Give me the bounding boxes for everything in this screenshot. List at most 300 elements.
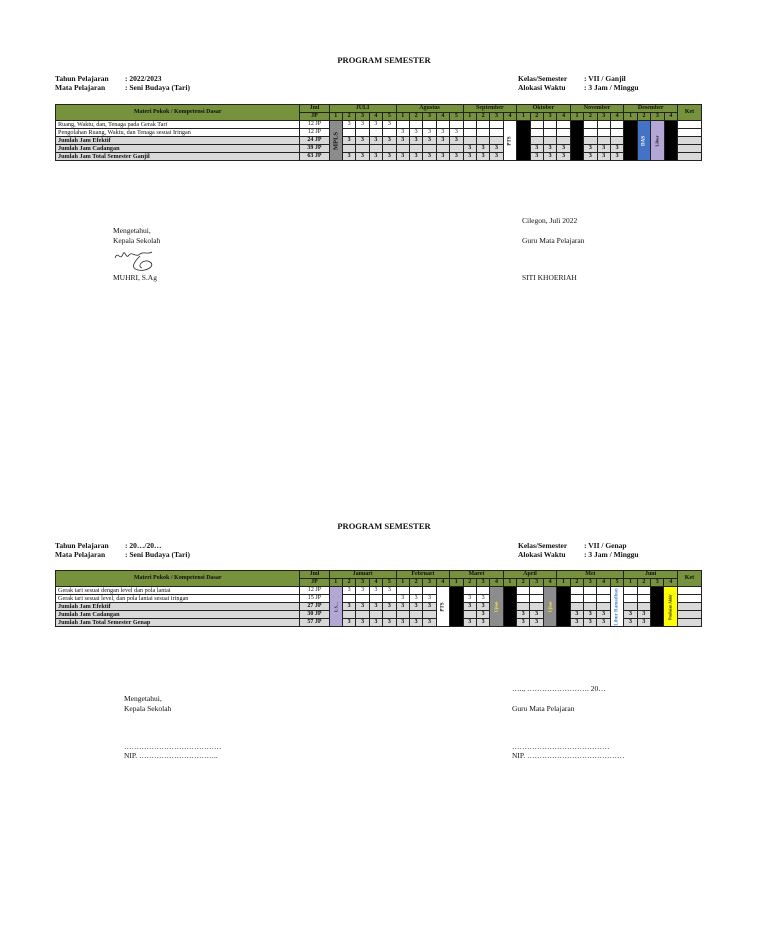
week-cell	[476, 137, 489, 145]
header-week-15: 3	[530, 579, 543, 587]
tahun-pelajaran-label: Tahun Pelajaran	[55, 541, 109, 550]
week-cell	[342, 145, 355, 153]
special-column-13	[503, 121, 516, 161]
row-ket	[677, 619, 701, 627]
header-week-25: 4	[664, 579, 677, 587]
program-semester-table-ganjil	[55, 104, 702, 161]
special-column-14	[517, 121, 530, 161]
header-week-2: 3	[356, 113, 369, 121]
week-cell	[543, 137, 556, 145]
header-week-17: 1	[557, 579, 570, 587]
meta-right-ganjil	[518, 74, 639, 92]
week-cell: 3	[476, 153, 489, 161]
week-cell: 3	[597, 153, 610, 161]
special-column-25	[664, 587, 677, 627]
tahun-pelajaran-value: : 2022/2023	[125, 74, 162, 83]
row-materi: Ruang, Waktu, dan, Tenaga pada Gerak Tari	[56, 121, 300, 129]
header-month-2: September	[463, 105, 517, 113]
week-cell	[543, 129, 556, 137]
week-cell: 3	[369, 153, 382, 161]
page-title-ganjil: PROGRAM SEMESTER	[337, 55, 431, 65]
week-cell	[637, 603, 650, 611]
special-column-0	[329, 121, 342, 161]
week-cell	[409, 587, 422, 595]
week-cell: 3	[409, 619, 422, 627]
week-cell	[476, 587, 489, 595]
header-week-10: 2	[463, 579, 476, 587]
row-materi: Jumlah Jam Cadangan	[56, 145, 300, 153]
header-week-14: 2	[517, 579, 530, 587]
mata-pelajaran-label: Mata Pelajaran	[55, 83, 106, 92]
week-cell	[463, 611, 476, 619]
week-cell	[450, 121, 463, 129]
special-column-16	[543, 587, 556, 627]
week-cell: 3	[396, 129, 409, 137]
week-cell: 3	[476, 611, 489, 619]
guru-name-ganjil: SITI KHOERIAH	[522, 273, 577, 282]
week-cell: 3	[342, 603, 355, 611]
table-row	[56, 121, 702, 129]
row-jp: 24 JP	[300, 137, 329, 145]
kelas-label: Kelas/Semester	[518, 74, 568, 83]
header-week-18: 2	[570, 579, 583, 587]
header-ket: Ket	[677, 105, 701, 121]
header-week-1: 2	[342, 579, 355, 587]
header-week-18: 1	[570, 113, 583, 121]
header-week-9: 5	[450, 113, 463, 121]
special-label-24: Libur	[654, 134, 660, 147]
row-materi: Gerak tari sesuai level, dan pola lantai sesuai iringan	[56, 595, 300, 603]
header-month-2: Maret	[450, 571, 504, 579]
special-label-25: Penilaian Akhir	[668, 593, 673, 620]
header-week-7: 3	[423, 579, 436, 587]
week-cell: 3	[463, 603, 476, 611]
header-week-1: 2	[342, 113, 355, 121]
mata-pelajaran-value: : Seni Budaya (Tari)	[125, 550, 190, 559]
header-jml: Jml	[300, 571, 329, 579]
header-week-23: 2	[637, 579, 650, 587]
week-cell	[396, 145, 409, 153]
week-cell	[490, 121, 503, 129]
week-cell: 3	[637, 611, 650, 619]
header-week-12: 3	[490, 113, 503, 121]
week-cell: 3	[450, 137, 463, 145]
tahun-pelajaran-value: : 20…/20…	[125, 541, 162, 550]
week-cell: 3	[356, 619, 369, 627]
header-week-22: 1	[624, 113, 637, 121]
week-cell	[383, 611, 396, 619]
header-week-8: 4	[436, 579, 449, 587]
week-cell: 3	[584, 619, 597, 627]
header-week-11: 2	[476, 113, 489, 121]
table-row	[56, 619, 702, 627]
mata-pelajaran-label: Mata Pelajaran	[55, 550, 106, 559]
week-cell	[637, 587, 650, 595]
week-cell: 3	[409, 595, 422, 603]
table-row	[56, 145, 702, 153]
week-cell	[450, 145, 463, 153]
week-cell	[383, 129, 396, 137]
week-cell: 3	[383, 619, 396, 627]
week-cell: 3	[624, 611, 637, 619]
week-cell	[557, 137, 570, 145]
header-week-6: 2	[409, 113, 422, 121]
week-cell: 3	[342, 587, 355, 595]
week-cell: 3	[409, 137, 422, 145]
alokasi-label: Alokasi Waktu	[518, 83, 566, 92]
row-materi: Jumlah Jam Efektif	[56, 603, 300, 611]
row-jp: 63 JP	[300, 153, 329, 161]
dots-right-genap: …………………………………	[512, 742, 610, 751]
week-cell	[584, 121, 597, 129]
week-cell: 3	[610, 153, 623, 161]
week-cell: 3	[530, 145, 543, 153]
week-cell	[597, 121, 610, 129]
row-ket	[677, 129, 701, 137]
week-cell: 3	[517, 619, 530, 627]
header-month-0: Januari	[329, 571, 396, 579]
week-cell: 3	[356, 121, 369, 129]
week-cell	[610, 137, 623, 145]
week-cell: 3	[476, 145, 489, 153]
header-week-21: 5	[610, 579, 623, 587]
special-label-0: MPLS	[332, 131, 340, 150]
week-cell: 3	[369, 619, 382, 627]
special-column-9	[450, 587, 463, 627]
row-jp: 30 JP	[300, 611, 329, 619]
week-cell: 3	[624, 619, 637, 627]
week-cell	[597, 603, 610, 611]
week-cell	[570, 595, 583, 603]
week-cell: 3	[396, 153, 409, 161]
row-jp: 12 JP	[300, 129, 329, 137]
meta-left-ganjil	[55, 74, 190, 92]
header-week-10: 1	[463, 113, 476, 121]
alokasi-label: Alokasi Waktu	[518, 550, 566, 559]
mata-pelajaran-value: : Seni Budaya (Tari)	[125, 83, 190, 92]
week-cell	[517, 603, 530, 611]
special-column-0	[329, 587, 342, 627]
week-cell: 3	[369, 603, 382, 611]
table-row	[56, 603, 702, 611]
week-cell: 3	[476, 619, 489, 627]
week-cell	[530, 121, 543, 129]
row-jp: 39 JP	[300, 145, 329, 153]
week-cell	[342, 129, 355, 137]
week-cell	[423, 611, 436, 619]
header-jml: Jml	[300, 105, 329, 113]
week-cell	[369, 145, 382, 153]
week-cell	[436, 145, 449, 153]
row-materi: Pengolahan Ruang, Waktu, dan Tenaga sesuai Iringan	[56, 129, 300, 137]
week-cell	[423, 587, 436, 595]
week-cell	[584, 595, 597, 603]
week-cell: 3	[356, 137, 369, 145]
row-ket	[677, 603, 701, 611]
week-cell: 3	[463, 595, 476, 603]
week-cell: 3	[597, 619, 610, 627]
special-column-23	[637, 121, 650, 161]
week-cell: 3	[436, 153, 449, 161]
header-week-8: 4	[436, 113, 449, 121]
week-cell: 3	[530, 153, 543, 161]
header-week-24: 3	[651, 113, 664, 121]
week-cell: 3	[409, 603, 422, 611]
mengetahui-ganjil: Mengetahui,	[113, 226, 151, 235]
week-cell	[610, 129, 623, 137]
header-month-1: Agustus	[396, 105, 463, 113]
week-cell: 3	[369, 587, 382, 595]
week-cell	[624, 603, 637, 611]
special-label-0: L S…	[333, 601, 339, 612]
week-cell: 3	[396, 619, 409, 627]
nip-left-genap: NIP. …………………………..	[124, 751, 218, 760]
row-ket	[677, 145, 701, 153]
week-cell: 3	[463, 619, 476, 627]
week-cell	[543, 121, 556, 129]
special-column-12	[490, 587, 503, 627]
header-week-3: 4	[369, 579, 382, 587]
special-label-23: DAS	[641, 135, 647, 146]
row-ket	[677, 595, 701, 603]
week-cell: 3	[450, 129, 463, 137]
week-cell: 3	[490, 153, 503, 161]
week-cell: 3	[463, 145, 476, 153]
header-week-15: 2	[530, 113, 543, 121]
header-week-2: 3	[356, 579, 369, 587]
table-row	[56, 587, 702, 595]
table-row	[56, 153, 702, 161]
week-cell: 3	[423, 595, 436, 603]
week-cell: 3	[530, 611, 543, 619]
program-semester-table-genap	[55, 570, 702, 627]
week-cell	[436, 121, 449, 129]
table-row	[56, 137, 702, 145]
week-cell	[423, 121, 436, 129]
meta-right-genap	[518, 541, 639, 559]
week-cell	[530, 137, 543, 145]
header-jp: JP	[300, 113, 329, 121]
week-cell	[624, 595, 637, 603]
week-cell: 3	[369, 121, 382, 129]
header-week-13: 1	[503, 579, 516, 587]
row-ket	[677, 587, 701, 595]
week-cell: 3	[597, 145, 610, 153]
place-date-ganjil: Cilegon, Juli 2022	[522, 216, 578, 225]
week-cell: 3	[383, 137, 396, 145]
week-cell	[610, 121, 623, 129]
week-cell	[557, 121, 570, 129]
header-materi: Materi Pokok / Kompetensi Dasar	[56, 571, 300, 587]
week-cell: 3	[342, 619, 355, 627]
row-jp: 15 JP	[300, 595, 329, 603]
row-jp: 12 JP	[300, 121, 329, 129]
dots-left-genap: …………………………………	[124, 742, 222, 751]
week-cell: 3	[436, 129, 449, 137]
week-cell: 3	[543, 145, 556, 153]
guru-label-ganjil: Guru Mata Pelajaran	[522, 236, 585, 245]
week-cell	[490, 129, 503, 137]
week-cell	[530, 603, 543, 611]
header-week-5: 1	[396, 113, 409, 121]
week-cell: 3	[342, 153, 355, 161]
week-cell	[584, 129, 597, 137]
week-cell: 3	[383, 153, 396, 161]
week-cell: 3	[476, 603, 489, 611]
row-jp: 57 JP	[300, 619, 329, 627]
week-cell: 3	[557, 153, 570, 161]
week-cell: 3	[409, 129, 422, 137]
week-cell	[409, 145, 422, 153]
signature-image	[112, 246, 162, 274]
week-cell: 3	[637, 619, 650, 627]
week-cell: 3	[476, 595, 489, 603]
special-column-17	[557, 587, 570, 627]
special-column-24	[651, 587, 664, 627]
week-cell	[369, 129, 382, 137]
week-cell: 3	[570, 619, 583, 627]
table-row	[56, 595, 702, 603]
special-column-24	[651, 121, 664, 161]
header-month-5: Juni	[624, 571, 678, 579]
week-cell	[624, 587, 637, 595]
header-week-22: 1	[624, 579, 637, 587]
header-week-9: 1	[450, 579, 463, 587]
week-cell: 3	[356, 153, 369, 161]
week-cell: 3	[383, 121, 396, 129]
kelas-label: Kelas/Semester	[518, 541, 568, 550]
row-materi: Jumlah Jam Total Semester Ganjil	[56, 153, 300, 161]
header-week-12: 4	[490, 579, 503, 587]
special-label-13: PTS	[507, 135, 513, 146]
header-week-4: 5	[383, 113, 396, 121]
week-cell: 3	[543, 153, 556, 161]
header-week-16: 4	[543, 579, 556, 587]
week-cell	[356, 595, 369, 603]
week-cell: 3	[396, 603, 409, 611]
week-cell: 3	[490, 145, 503, 153]
place-date-genap: ….., ……………………. 20…	[512, 684, 606, 693]
week-cell	[530, 595, 543, 603]
week-cell: 3	[342, 121, 355, 129]
week-cell	[342, 611, 355, 619]
header-week-0: 1	[329, 113, 342, 121]
kepala-sekolah-label-ganjil: Kepala Sekolah	[113, 236, 161, 245]
page-title-genap: PROGRAM SEMESTER	[337, 521, 431, 531]
header-month-4: Mei	[557, 571, 624, 579]
nip-right-genap: NIP. …………………………………	[512, 751, 625, 760]
week-cell: 3	[584, 145, 597, 153]
header-month-3: April	[503, 571, 557, 579]
mengetahui-genap: Mengetahui,	[124, 694, 162, 703]
header-week-4: 5	[383, 579, 396, 587]
row-materi: Jumlah Jam Efektif	[56, 137, 300, 145]
header-week-19: 3	[584, 579, 597, 587]
week-cell	[597, 595, 610, 603]
header-week-17: 4	[557, 113, 570, 121]
week-cell: 3	[369, 137, 382, 145]
week-cell	[597, 587, 610, 595]
week-cell: 3	[356, 587, 369, 595]
week-cell	[517, 587, 530, 595]
week-cell: 3	[423, 603, 436, 611]
week-cell: 3	[423, 137, 436, 145]
alokasi-value: : 3 Jam / Minggu	[584, 550, 639, 559]
header-week-5: 1	[396, 579, 409, 587]
week-cell: 3	[383, 587, 396, 595]
header-materi: Materi Pokok / Kompetensi Dasar	[56, 105, 300, 121]
row-ket	[677, 137, 701, 145]
special-label-12: Ujian	[493, 601, 499, 612]
week-cell: 3	[436, 137, 449, 145]
week-cell	[342, 595, 355, 603]
week-cell	[356, 611, 369, 619]
week-cell: 3	[463, 153, 476, 161]
header-week-24: 3	[651, 579, 664, 587]
week-cell	[396, 611, 409, 619]
header-week-19: 2	[584, 113, 597, 121]
header-month-1: Februari	[396, 571, 450, 579]
week-cell	[383, 145, 396, 153]
week-cell	[463, 129, 476, 137]
week-cell	[490, 137, 503, 145]
alokasi-value: : 3 Jam / Minggu	[584, 83, 639, 92]
header-week-3: 4	[369, 113, 382, 121]
row-ket	[677, 121, 701, 129]
week-cell	[356, 145, 369, 153]
week-cell	[517, 595, 530, 603]
row-jp: 27 JP	[300, 603, 329, 611]
header-month-4: November	[570, 105, 624, 113]
guru-label-genap: Guru Mata Pelajaran	[512, 704, 575, 713]
header-month-3: Oktober	[517, 105, 571, 113]
header-week-21: 4	[610, 113, 623, 121]
header-week-13: 4	[503, 113, 516, 121]
week-cell	[463, 587, 476, 595]
header-month-5: Desember	[624, 105, 678, 113]
special-column-8	[436, 587, 449, 627]
special-column-18	[570, 121, 583, 161]
header-week-20: 4	[597, 579, 610, 587]
kelas-value: : VII / Ganjil	[584, 74, 626, 83]
tahun-pelajaran-label: Tahun Pelajaran	[55, 74, 109, 83]
header-ket: Ket	[677, 571, 701, 587]
week-cell	[570, 603, 583, 611]
week-cell: 3	[584, 611, 597, 619]
special-column-13	[503, 587, 516, 627]
week-cell: 3	[517, 611, 530, 619]
header-week-14: 1	[517, 113, 530, 121]
special-label-21: Libur Ramadhan	[614, 587, 620, 626]
week-cell	[463, 121, 476, 129]
row-ket	[677, 153, 701, 161]
special-label-8: PTS	[440, 601, 446, 612]
header-week-0: 1	[329, 579, 342, 587]
week-cell: 3	[423, 129, 436, 137]
week-cell	[557, 129, 570, 137]
header-month-0: JULI	[329, 105, 396, 113]
header-week-23: 2	[637, 113, 650, 121]
special-column-25	[664, 121, 677, 161]
week-cell	[570, 587, 583, 595]
meta-left-genap	[55, 541, 190, 559]
week-cell	[476, 129, 489, 137]
week-cell	[396, 587, 409, 595]
special-column-21	[610, 587, 623, 627]
week-cell	[584, 137, 597, 145]
week-cell	[584, 603, 597, 611]
row-materi: Gerak tari sesuai dengan level dan pola lantai	[56, 587, 300, 595]
